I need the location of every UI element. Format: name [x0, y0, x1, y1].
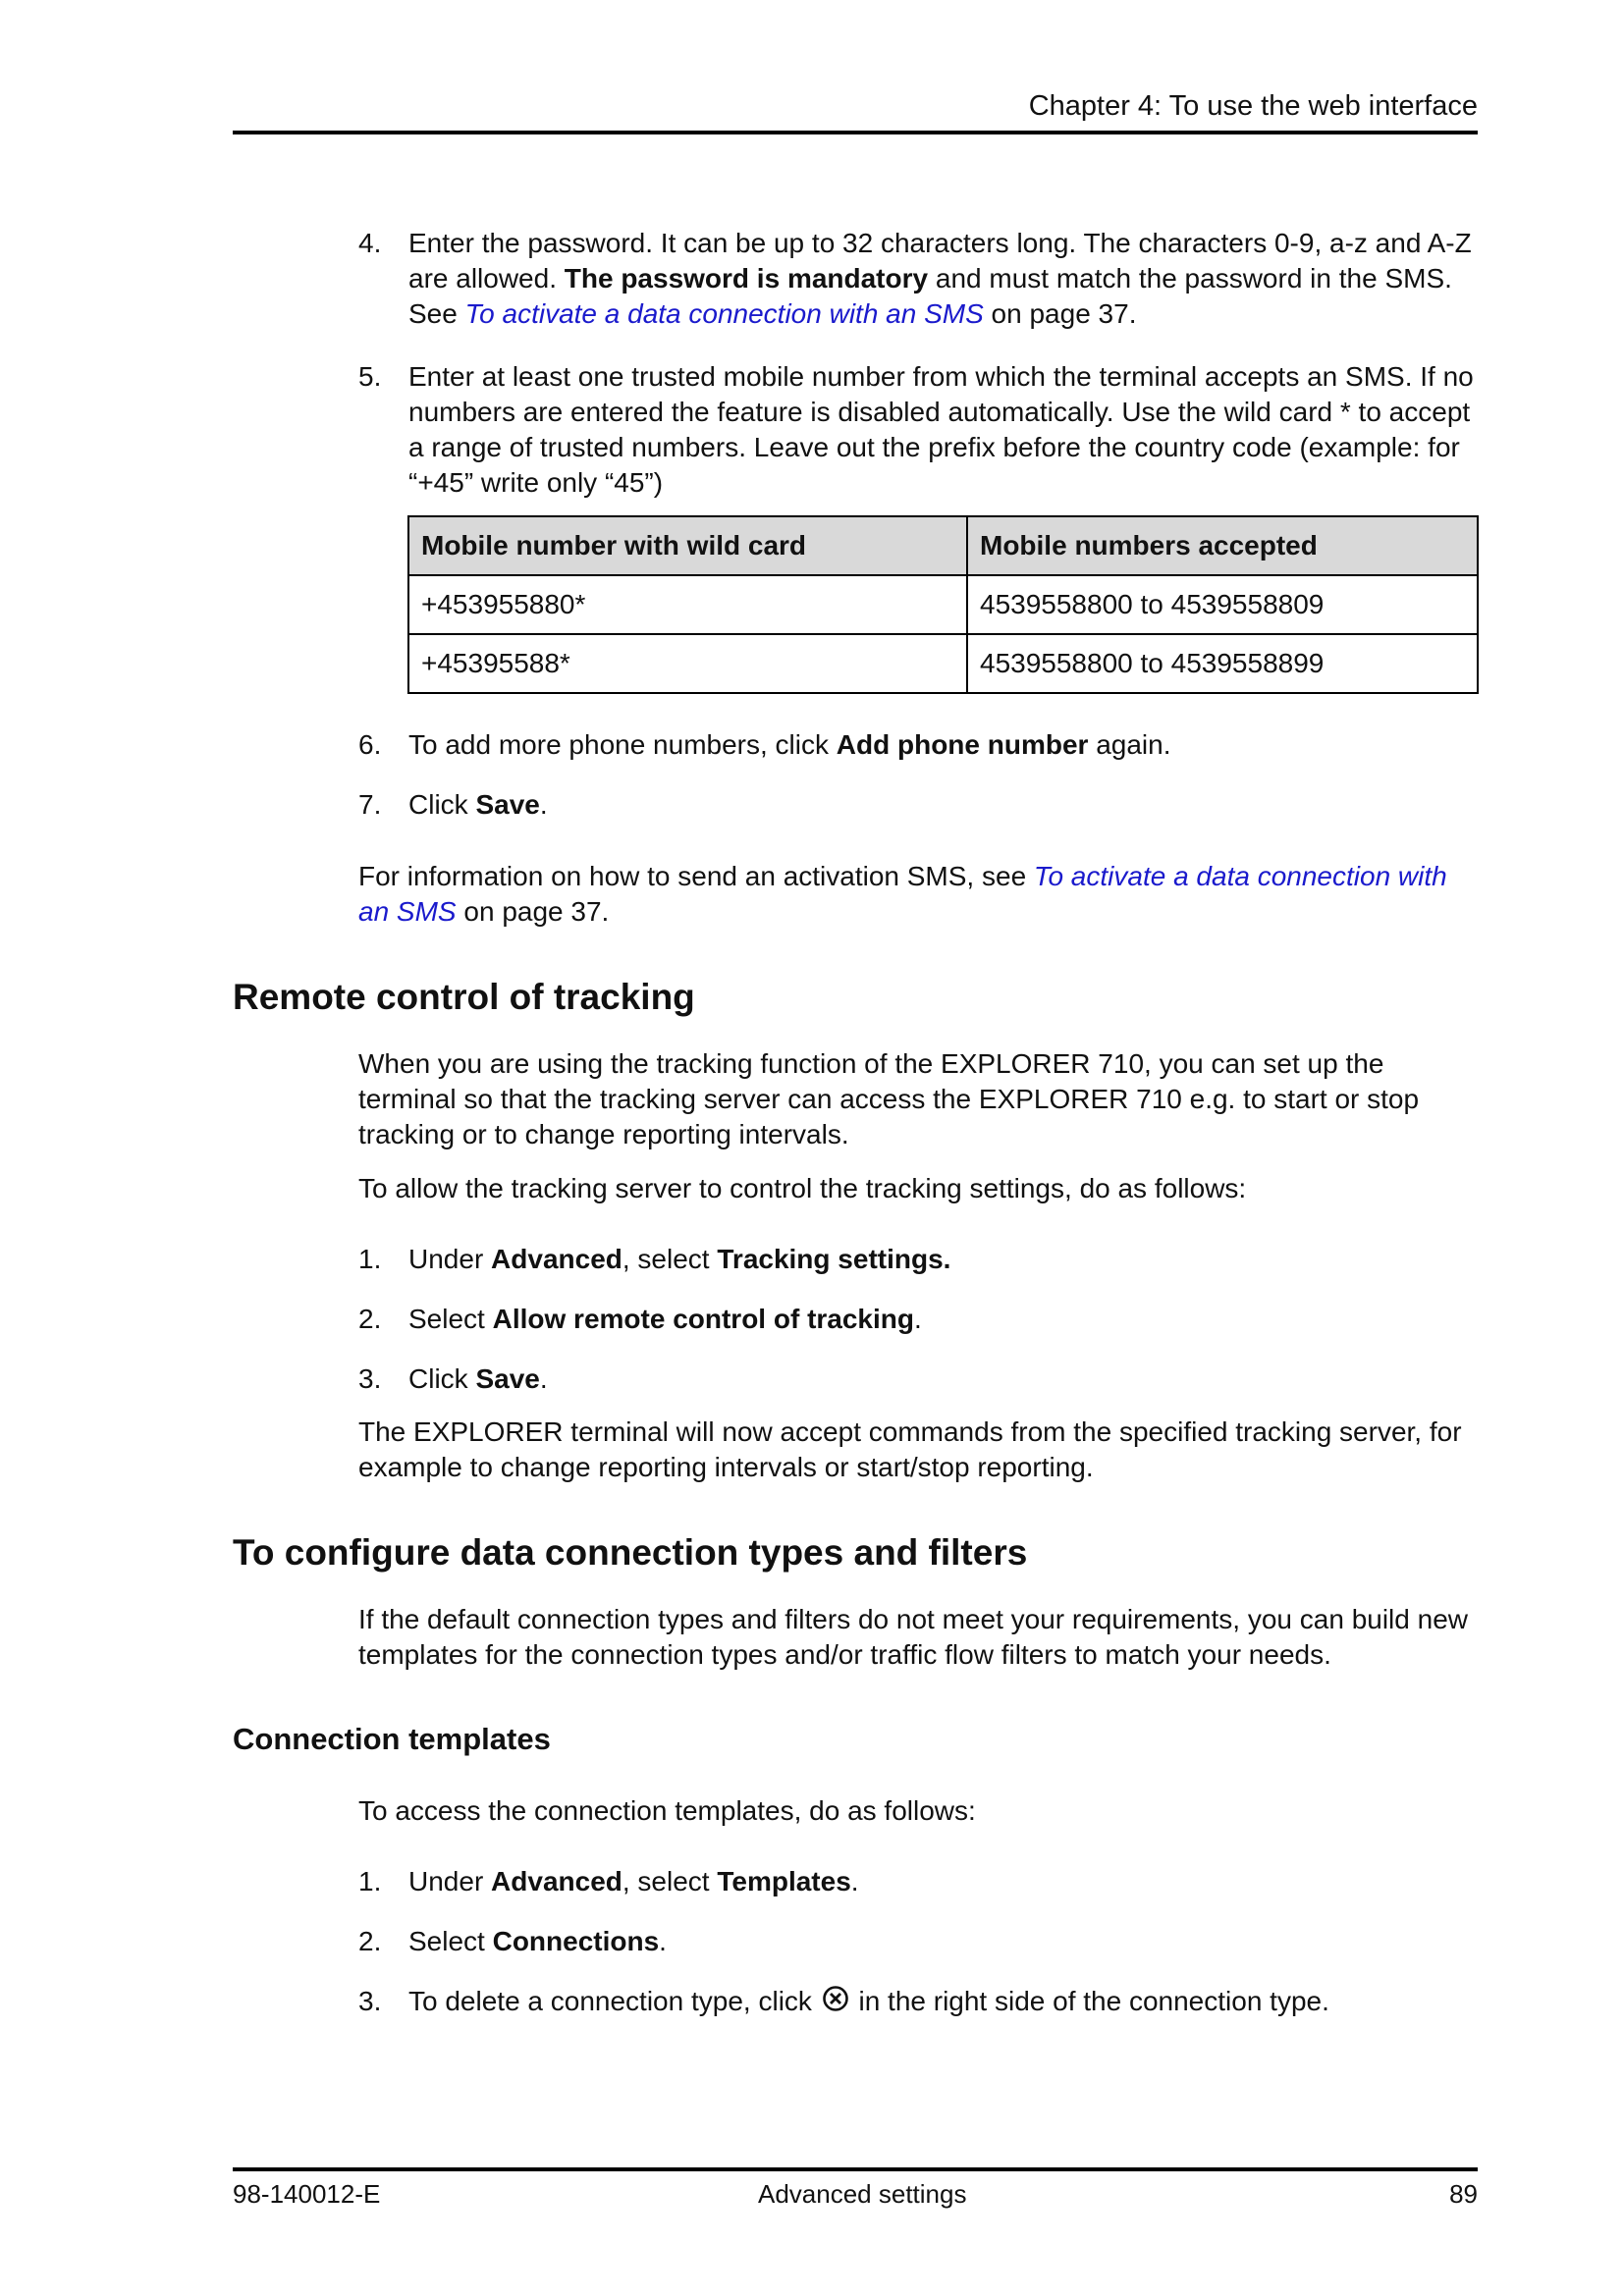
text: Under	[408, 1244, 492, 1274]
bold-text: Allow remote control of tracking	[492, 1304, 914, 1334]
column-header: Mobile number with wild card	[408, 516, 967, 575]
page-header	[233, 88, 1478, 134]
text: .	[850, 1866, 859, 1896]
text: To add more phone numbers, click	[408, 729, 837, 760]
info-paragraph	[358, 859, 1478, 930]
text: , select	[622, 1866, 718, 1896]
step-number: 3.	[358, 1986, 382, 2016]
table-header-row	[408, 516, 1478, 575]
cross-ref-link[interactable]: To activate a data connection with an SMS	[358, 861, 1447, 927]
bold-text: Advanced	[491, 1866, 622, 1896]
bold-text: Add phone number	[836, 729, 1089, 760]
table-row	[408, 634, 1478, 693]
text: Click	[408, 1363, 476, 1394]
step-number: 2.	[358, 1926, 382, 1956]
document-number: 98-140012-E	[233, 2179, 381, 2209]
paragraph: To access the connection templates, do as follows:	[358, 1795, 976, 1826]
bold-text: Save	[475, 789, 540, 820]
text: , select	[622, 1244, 718, 1274]
text: To delete a connection type, click	[408, 1986, 820, 2016]
text: .	[659, 1926, 667, 1956]
step-text	[408, 1302, 1478, 1337]
paragraph: To allow the tracking server to control the tracking settings, do as follows:	[358, 1173, 1247, 1203]
section-heading: To configure data connection types and filters	[233, 1532, 1028, 1573]
step-text	[408, 787, 1478, 823]
subsection-heading: Connection templates	[233, 1722, 551, 1756]
step-text	[408, 1984, 1478, 2019]
page-number: 89	[1449, 2179, 1478, 2209]
step-text: Enter at least one trusted mobile number from which the terminal accepts an SMS. If no numbers are entered the feature is disabled automatically. Use the wild card * to accept a range of trusted numbers. Leave out the prefix before the country code (example: for “+45” write only “45”)	[408, 361, 1474, 498]
paragraph: When you are using the tracking function of the EXPLORER 710, you can set up the terminal so that the tracking server can access the EXPLORER 710 e.g. to start or stop tracking or to change reporting intervals.	[358, 1048, 1420, 1149]
step-number: 4.	[358, 228, 382, 258]
step-number: 5.	[358, 361, 382, 392]
step-number: 6.	[358, 729, 382, 760]
bold-text: The password is mandatory	[564, 263, 929, 294]
table-row	[408, 575, 1478, 634]
text: on page 37.	[456, 896, 610, 927]
step-text	[408, 727, 1478, 763]
step-text	[408, 1242, 1478, 1277]
text: Select	[408, 1304, 493, 1334]
table-cell: +45395588*	[408, 634, 967, 693]
bold-text: Save	[475, 1363, 540, 1394]
step-number: 1.	[358, 1244, 382, 1274]
table-cell: 4539558800 to 4539558899	[967, 634, 1478, 693]
step-text	[408, 1362, 1478, 1397]
bold-text: Tracking settings.	[717, 1244, 951, 1274]
text: .	[539, 1363, 548, 1394]
text: on page 37.	[983, 298, 1137, 329]
text: and must match the password in the SMS. See	[408, 263, 1452, 329]
step-text	[408, 226, 1478, 332]
step-number: 1.	[358, 1866, 382, 1896]
bold-text: Advanced	[491, 1244, 622, 1274]
footer-rule	[233, 2167, 1478, 2171]
text: Click	[408, 789, 476, 820]
section-heading: Remote control of tracking	[233, 977, 695, 1017]
footer-section-name: Advanced settings	[758, 2179, 967, 2209]
table-cell: +453955880*	[408, 575, 967, 634]
bold-text: Connections	[492, 1926, 660, 1956]
chapter-title: Chapter 4: To use the web interface	[1028, 90, 1478, 122]
text: Under	[408, 1866, 492, 1896]
text: in the right side of the connection type.	[850, 1986, 1329, 2016]
cross-ref-link[interactable]: To activate a data connection with an SMS	[464, 298, 984, 329]
step-text	[408, 1864, 1478, 1899]
step-number: 3.	[358, 1363, 382, 1394]
text: Select	[408, 1926, 493, 1956]
text: For information on how to send an activation SMS, see	[358, 861, 1034, 891]
wildcard-table	[407, 515, 1479, 694]
text: Enter the password. It can be up to 32 characters long. The characters 0-9, a-z and A-Z are allowed.	[408, 228, 1472, 294]
step-number: 2.	[358, 1304, 382, 1334]
text: .	[914, 1304, 922, 1334]
column-header: Mobile numbers accepted	[967, 516, 1478, 575]
paragraph: The EXPLORER terminal will now accept commands from the specified tracking server, for example to change reporting intervals or start/stop reporting.	[358, 1416, 1462, 1482]
table-cell: 4539558800 to 4539558809	[967, 575, 1478, 634]
step-text	[408, 1924, 1478, 1959]
paragraph: If the default connection types and filters do not meet your requirements, you can build new templates for the connection types and/or traffic flow filters to match your needs.	[358, 1604, 1468, 1670]
text: again.	[1088, 729, 1171, 760]
delete-circle-x-icon	[822, 1985, 849, 2012]
bold-text: Templates	[717, 1866, 851, 1896]
step-number: 7.	[358, 789, 382, 820]
text: .	[539, 789, 548, 820]
